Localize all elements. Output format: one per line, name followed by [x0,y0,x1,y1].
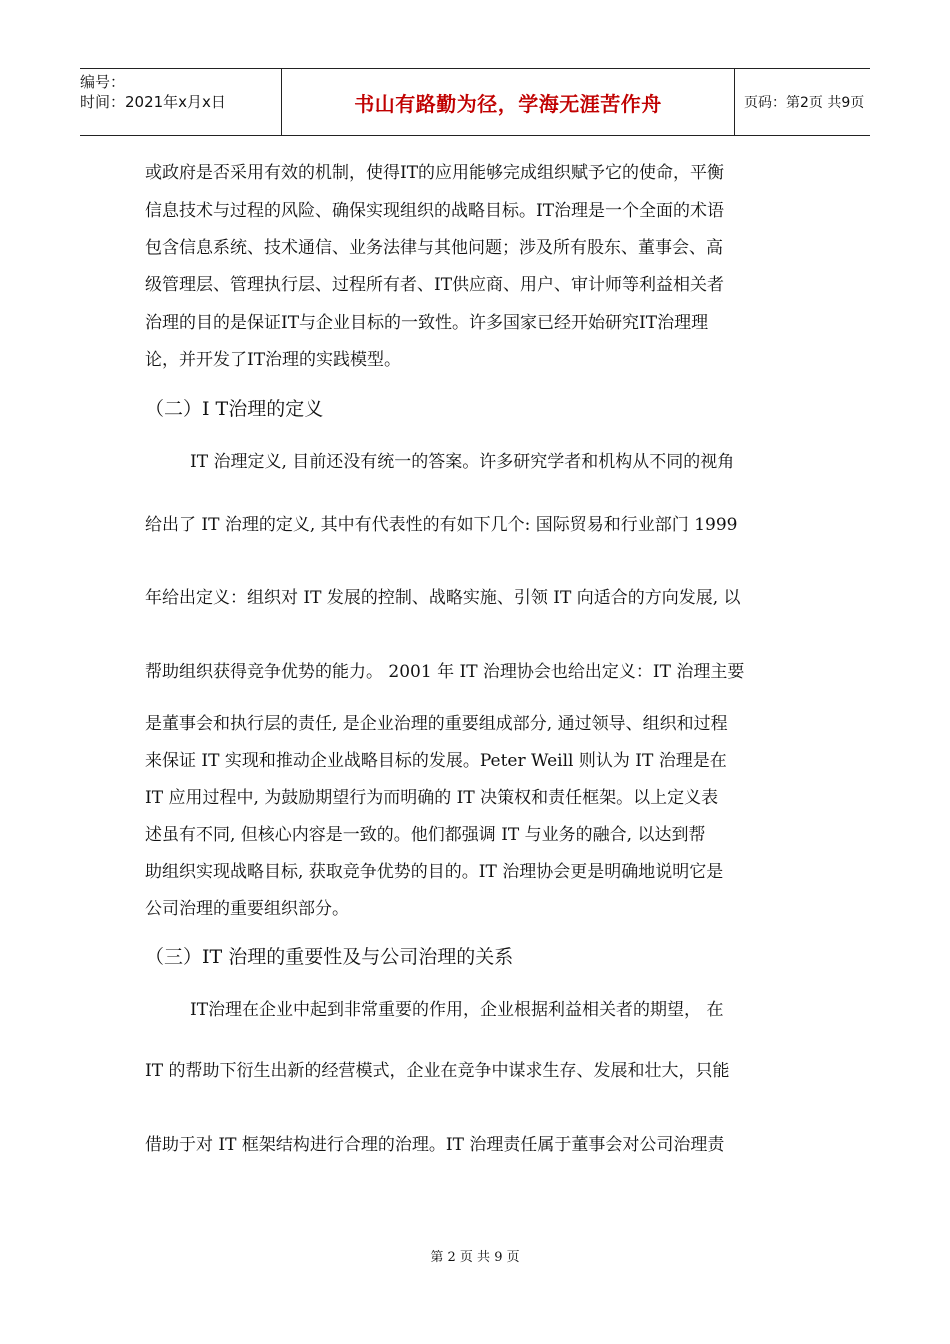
text-line: 年给出定义：组织对 IT 发展的控制、战略实施、引领 IT 向适合的方向发展, 以 [145,588,741,608]
text-line: 或政府是否采用有效的机制，使得IT的应用能够完成组织赋予它的使命，平衡 [145,163,725,183]
text-line: 论，并开发了IT治理的实践模型。 [145,350,402,370]
text-line: IT 治理定义, 目前还没有统一的答案。许多研究学者和机构从不同的视角 [190,452,735,472]
number-label: 编号： [80,73,126,91]
text-line: 治理的目的是保证IT与企业目标的一致性。许多国家已经开始研究IT治理理 [145,313,709,333]
text-line: 借助于对 IT 框架结构进行合理的治理。IT 治理责任属于董事会对公司治理责 [145,1135,725,1155]
text-line: IT 应用过程中, 为鼓励期望行为而明确的 IT 决策权和责任框架。以上定义表 [145,788,719,808]
text-line: IT治理在企业中起到非常重要的作用，企业根据利益相关者的期望， 在 [190,1000,724,1020]
date-label: 时间：2021年x月x日 [80,93,226,111]
text-line: 给出了 IT 治理的定义, 其中有代表性的有如下几个: 国际贸易和行业部门 1999 [145,515,738,535]
section-heading: （三）IT 治理的重要性及与公司治理的关系 [145,946,514,968]
text-line: 助组织实现战略目标, 获取竞争优势的目的。IT 治理协会更是明确地说明它是 [145,862,724,882]
text-line: 包含信息系统、技术通信、业务法律与其他问题；涉及所有股东、董事会、高 [145,238,723,258]
motto: 书山有路勤为径，学海无涯苦作舟 [282,69,735,135]
text-line: 来保证 IT 实现和推动企业战略目标的发展。Peter Weill 则认为 IT 治理是在 [145,751,727,771]
section-heading: （二）I T治理的定义 [145,398,324,420]
page-label: 页码：第2页 共9页 [744,95,865,111]
text-line: 信息技术与过程的风险、确保实现组织的战略目标。IT治理是一个全面的术语 [145,201,725,221]
text-line: 公司治理的重要组织部分。 [145,899,349,919]
text-line: 述虽有不同, 但核心内容是一致的。他们都强调 IT 与业务的融合, 以达到帮 [145,825,706,845]
header-info-cell [80,69,282,135]
header-table [80,68,870,136]
text-line: 级管理层、管理执行层、过程所有者、IT供应商、用户、审计师等利益相关者 [145,275,725,295]
page-footer: 第 2 页 共 9 页 [430,1250,520,1265]
text-line: 是董事会和执行层的责任, 是企业治理的重要组成部分, 通过领导、组织和过程 [145,714,728,734]
text-line: IT 的帮助下衍生出新的经营模式，企业在竞争中谋求生存、发展和壮大，只能 [145,1061,730,1081]
text-line: 帮助组织获得竞争优势的能力。 2001 年 IT 治理协会也给出定义：IT 治理主要 [145,662,745,682]
